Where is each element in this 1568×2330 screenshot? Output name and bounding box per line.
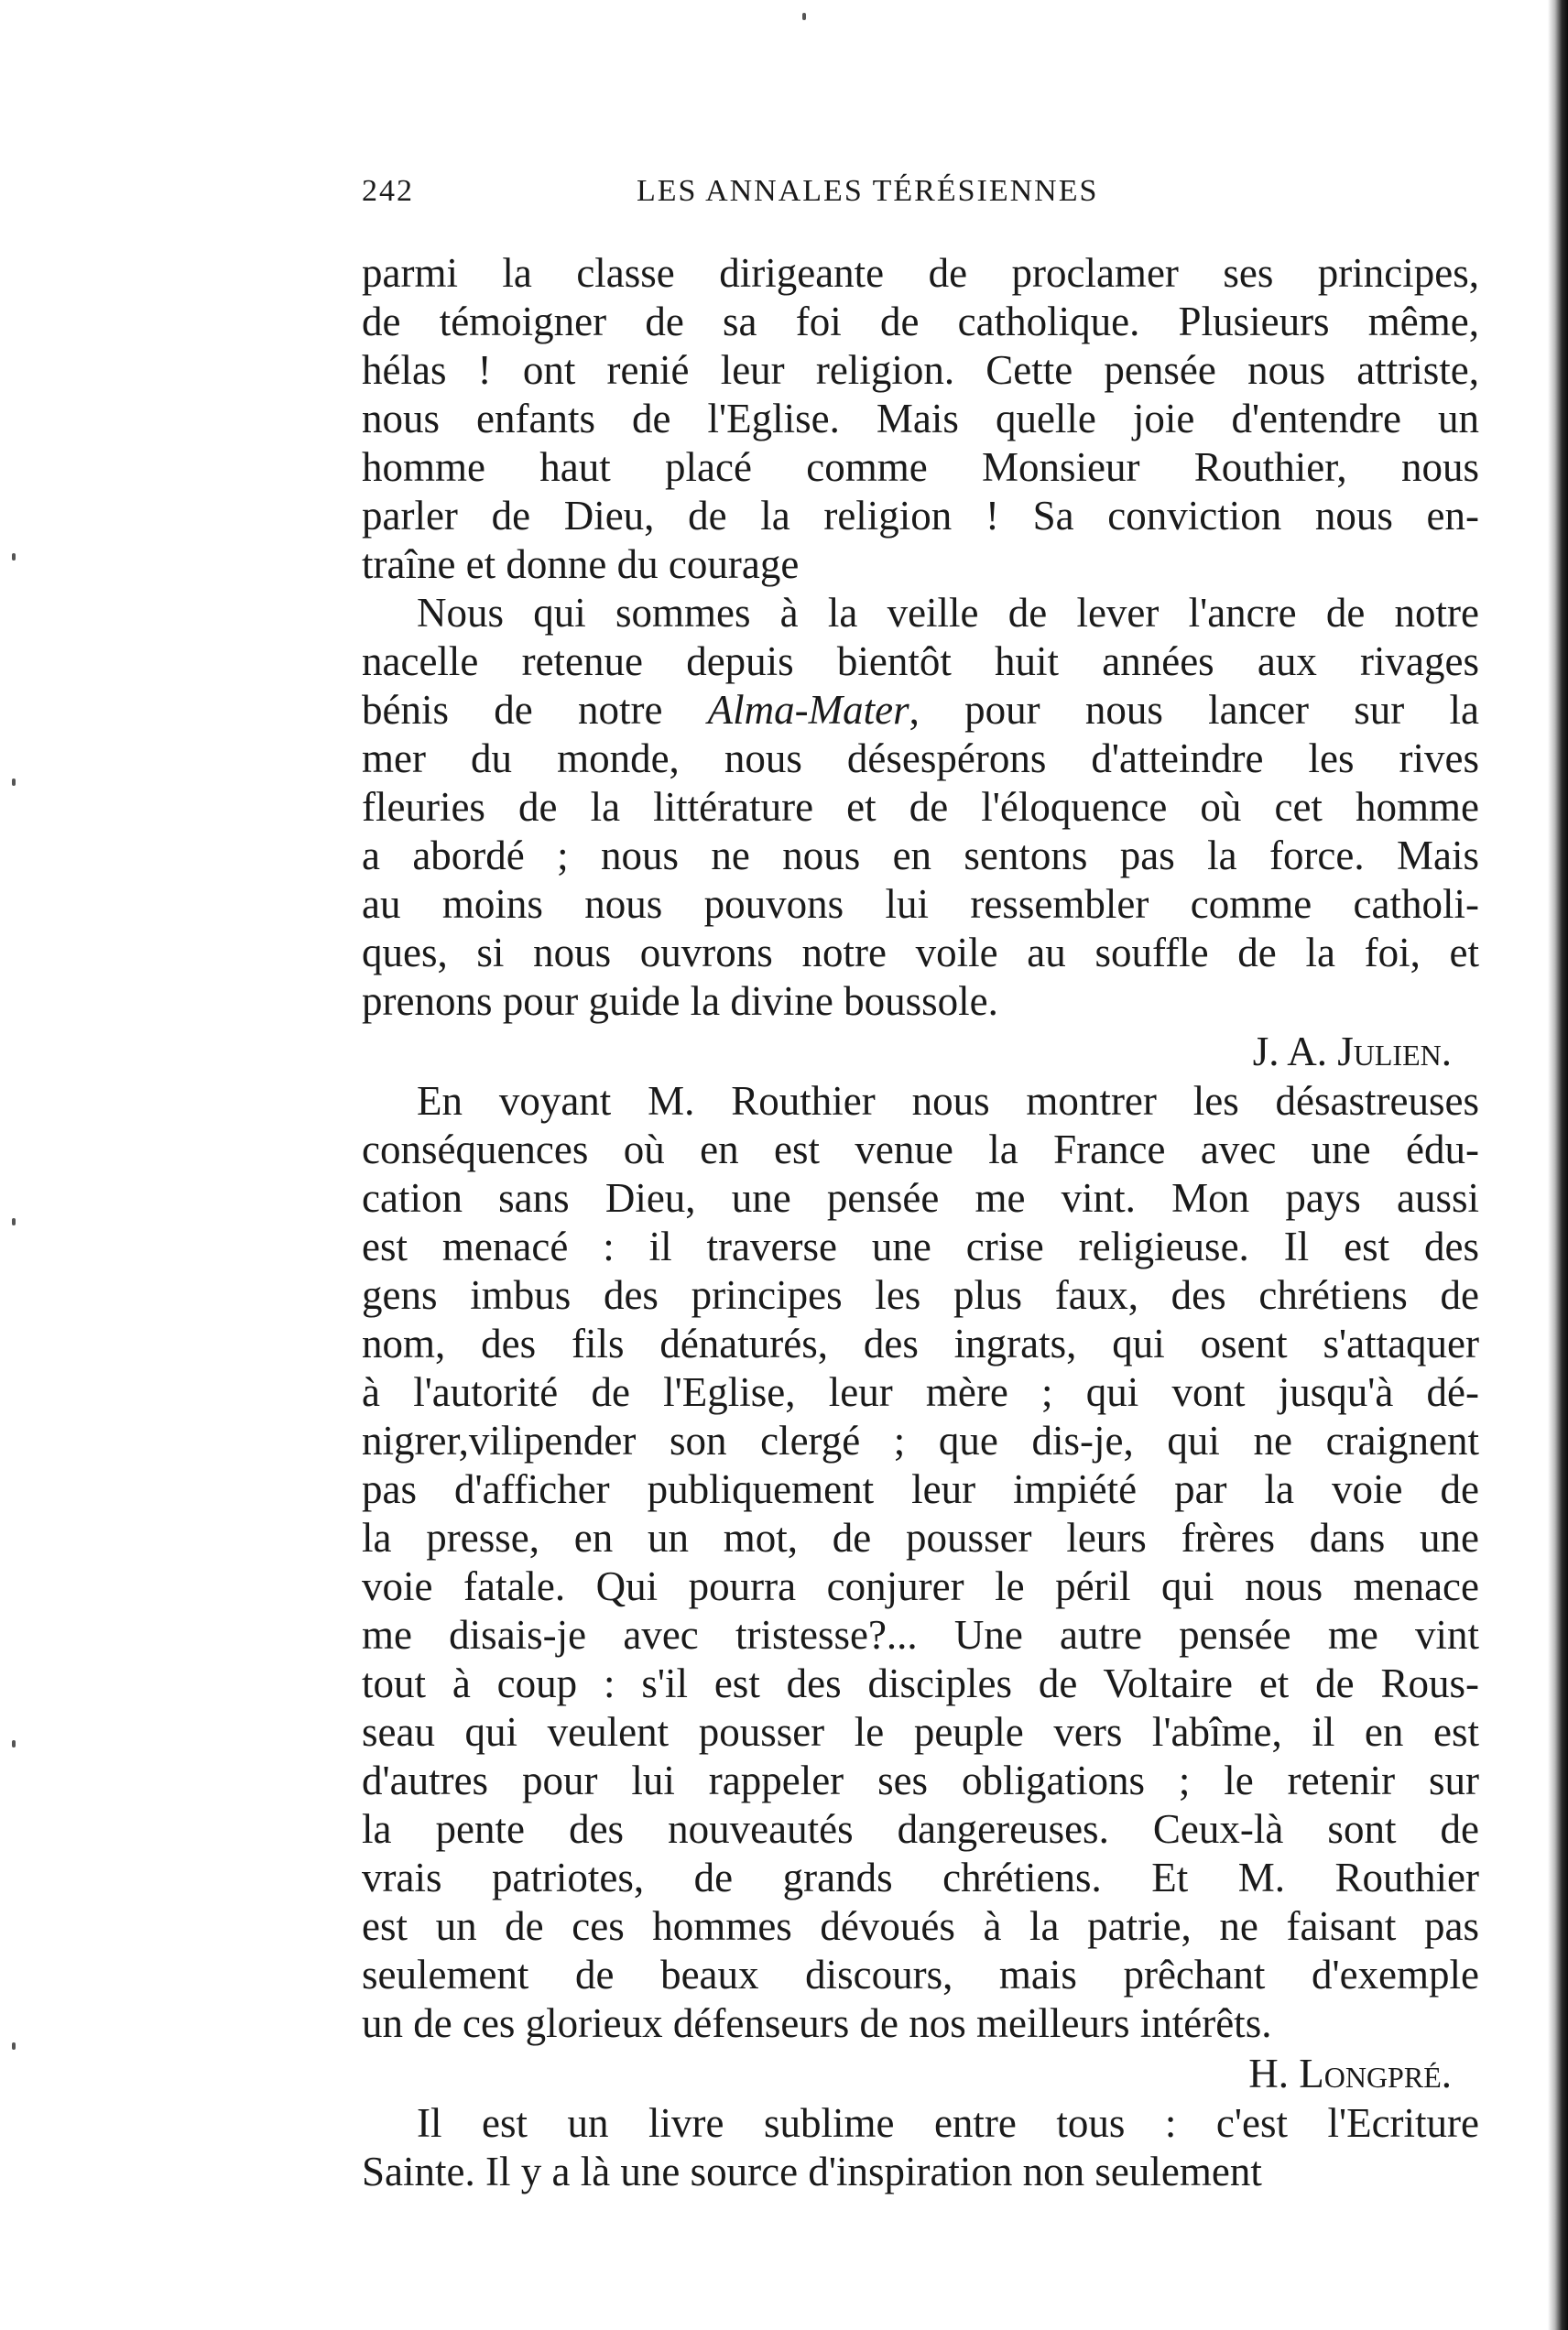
text-line: me disais-je avec tristesse?... Une autre pensée me vint bbox=[362, 1612, 1479, 1658]
text-line: parmi la classe dirigeante de proclamer ses principes, bbox=[362, 250, 1479, 296]
text-line: nous enfants de l'Eglise. Mais quelle joie d'entendre un bbox=[362, 396, 1479, 441]
text-line: au moins nous pouvons lui ressembler comme catholi- bbox=[362, 881, 1479, 927]
text-line: prenons pour guide la divine boussole. bbox=[362, 978, 998, 1024]
scan-speck bbox=[802, 13, 806, 20]
text-line: seau qui veulent pousser le peuple vers l'abîme, il en est bbox=[362, 1709, 1479, 1755]
text-line: tout à coup : s'il est des disciples de Voltaire et de Rous- bbox=[362, 1660, 1479, 1706]
text-line: nacelle retenue depuis bientôt huit années aux rivages bbox=[362, 638, 1479, 684]
text-line: à l'autorité de l'Eglise, leur mère ; qui vont jusqu'à dé- bbox=[362, 1369, 1479, 1415]
text-line: pas d'afficher publiquement leur impiété par la voie de bbox=[362, 1466, 1479, 1512]
running-head bbox=[362, 174, 1278, 218]
text-line: nigrer,vilipender son clergé ; que dis-je, qui ne craignent bbox=[362, 1418, 1479, 1464]
text-line: est un de ces hommes dévoués à la patrie, ne faisant pas bbox=[362, 1903, 1479, 1949]
text-line: gens imbus des principes les plus faux, des chrétiens de bbox=[362, 1272, 1479, 1318]
scan-speck bbox=[12, 553, 16, 561]
scan-speck bbox=[12, 1218, 16, 1225]
paragraph bbox=[362, 589, 1479, 1077]
author-signature: J. A. Julien. bbox=[1252, 1029, 1452, 1074]
paragraph bbox=[362, 249, 1479, 589]
scan-speck bbox=[12, 2042, 16, 2050]
text-line: traîne et donne du courage bbox=[362, 541, 800, 587]
text-line: En voyant M. Routhier nous montrer les désastreuses bbox=[417, 1078, 1479, 1124]
text-line: vrais patriotes, de grands chrétiens. Et M. Routhier bbox=[362, 1855, 1479, 1900]
running-title: LES ANNALES TÉRÉSIENNES bbox=[637, 174, 1099, 208]
text-line: un de ces glorieux défenseurs de nos meilleurs intérêts. bbox=[362, 2000, 1272, 2046]
text-line: voie fatale. Qui pourra conjurer le péril qui nous menace bbox=[362, 1563, 1479, 1609]
text-line: ques, si nous ouvrons notre voile au souffle de la foi, et bbox=[362, 930, 1479, 975]
text-line: homme haut placé comme Monsieur Routhier, nous bbox=[362, 444, 1479, 490]
text-line: nom, des fils dénaturés, des ingrats, qui osent s'attaquer bbox=[362, 1321, 1479, 1366]
binding-shadow bbox=[1548, 0, 1568, 2330]
text-line: a abordé ; nous ne nous en sentons pas la force. Mais bbox=[362, 833, 1479, 878]
page-number: 242 bbox=[362, 174, 414, 208]
text-line: de témoigner de sa foi de catholique. Plusieurs même, bbox=[362, 299, 1479, 344]
text-line: d'autres pour lui rappeler ses obligations ; le retenir sur bbox=[362, 1758, 1479, 1803]
text-line: seulement de beaux discours, mais prêchant d'exemple bbox=[362, 1952, 1479, 1998]
text-line: Nous qui sommes à la veille de lever l'ancre de notre bbox=[417, 590, 1479, 636]
paragraph bbox=[362, 2099, 1479, 2196]
text-line: Il est un livre sublime entre tous : c'est l'Ecriture bbox=[417, 2100, 1479, 2146]
text-line: mer du monde, nous désespérons d'atteindre les rives bbox=[362, 735, 1479, 781]
author-signature: H. Longpré. bbox=[1248, 2051, 1452, 2096]
text-line: la presse, en un mot, de pousser leurs frères dans une bbox=[362, 1515, 1479, 1561]
scan-speck bbox=[12, 1740, 16, 1748]
text-line: Sainte. Il y a là une source d'inspiration non seulement bbox=[362, 2149, 1262, 2194]
paragraph bbox=[362, 1077, 1479, 2099]
text-line: la pente des nouveautés dangereuses. Ceux-là sont de bbox=[362, 1806, 1479, 1852]
text-line: cation sans Dieu, une pensée me vint. Mon pays aussi bbox=[362, 1175, 1479, 1221]
text-line: parler de Dieu, de la religion ! Sa conviction nous en- bbox=[362, 493, 1479, 539]
text-line: conséquences où en est venue la France avec une édu- bbox=[362, 1127, 1479, 1172]
scan-speck bbox=[12, 778, 16, 786]
text-line: fleuries de la littérature et de l'éloquence où cet homme bbox=[362, 784, 1479, 830]
text-line: est menacé : il traverse une crise religieuse. Il est des bbox=[362, 1224, 1479, 1269]
text-line: bénis de notre Alma-Mater, pour nous lancer sur la bbox=[362, 687, 1479, 733]
body-text bbox=[362, 249, 1479, 2196]
text-line: hélas ! ont renié leur religion. Cette pensée nous attriste, bbox=[362, 347, 1479, 393]
